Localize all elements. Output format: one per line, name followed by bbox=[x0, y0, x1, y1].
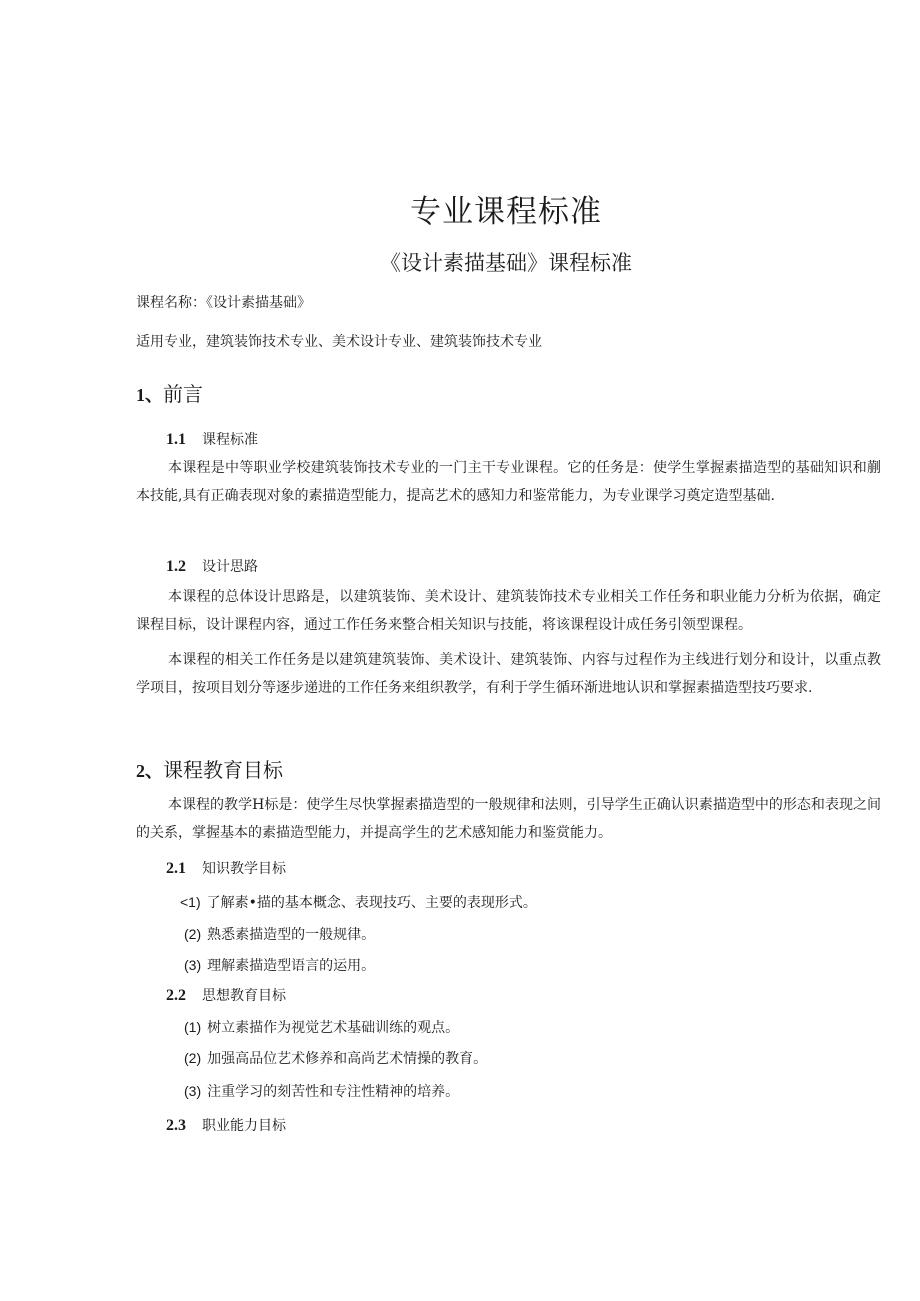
document-subtitle: 《设计素描基础》课程标准 bbox=[380, 251, 632, 275]
section-1-heading bbox=[136, 378, 203, 407]
section-1-1-paragraph: 本课程是中等职业学校建筑装饰技术专业的一门主干专业课程。它的任务是：使学生掌握素描造型的基础知识和蒯本技能,具有正确表现对象的素描造型能力，提高艺术的感知力和鉴常能力，为专业课学习奠定造型基础. bbox=[136, 460, 881, 504]
section-2-3-title: 职业能力目标 bbox=[202, 1118, 286, 1134]
section-2-2-heading bbox=[166, 985, 286, 1005]
list-item bbox=[184, 955, 375, 975]
section-2-3-heading bbox=[166, 1115, 286, 1135]
section-1-2-heading bbox=[166, 556, 258, 576]
course-name: 课程名称：《设计素描基础》 bbox=[136, 295, 311, 311]
list-item-index: (3) bbox=[184, 1083, 202, 1099]
section-1-2-paragraph-2: 本课程的相关工作任务是以建筑建筑装饰、美术设计、建筑装饰、内容与过程作为主线进行划分和设计，以重点教学项目，按项目划分等逐步递进的工作任务来组织教学，有利于学生循环渐进地认识和掌握素描造型技巧要求. bbox=[136, 652, 881, 696]
document-title: 专业课程标准 bbox=[410, 194, 602, 230]
section-1-number: 1、 bbox=[136, 385, 163, 405]
list-item-index: (1) bbox=[184, 1019, 202, 1035]
list-item bbox=[180, 892, 537, 912]
list-item-text: 理解素描造型语言的运用。 bbox=[207, 958, 376, 974]
section-1-1-title: 课程标准 bbox=[202, 432, 258, 448]
section-2-1-title: 知识教学目标 bbox=[202, 861, 286, 877]
list-item-text: 了解素•描的基本概念、表现技巧、主要的表现形式。 bbox=[206, 895, 537, 911]
section-2-heading bbox=[136, 754, 283, 783]
section-2-2-title: 思想教育目标 bbox=[202, 988, 286, 1004]
section-2-2-number: 2.2 bbox=[166, 987, 186, 1004]
section-2-title: 课程教育目标 bbox=[163, 758, 283, 782]
list-item bbox=[184, 924, 375, 944]
section-1-1-number: 1.1 bbox=[166, 431, 186, 448]
applicable-majors: 适用专业，建筑装饰技术专业、美术设计专业、建筑装饰技术专业 bbox=[136, 334, 542, 350]
list-item bbox=[184, 1017, 459, 1037]
section-1-title: 前言 bbox=[163, 382, 203, 406]
list-item-text: 熟悉素描造型的一般规律。 bbox=[207, 927, 376, 943]
list-item bbox=[184, 1048, 487, 1068]
list-item-index: (2) bbox=[184, 926, 202, 942]
list-item-index: <1) bbox=[180, 894, 201, 910]
list-item-index: (3) bbox=[184, 957, 202, 973]
section-1-2-number: 1.2 bbox=[166, 558, 186, 575]
section-1-2-title: 设计思路 bbox=[202, 559, 258, 575]
section-2-3-number: 2.3 bbox=[166, 1117, 186, 1134]
list-item-text: 树立素描作为视觉艺术基础训练的观点。 bbox=[207, 1020, 460, 1036]
list-item-text: 加强高品位艺术修养和高尚艺术情操的教育。 bbox=[207, 1051, 488, 1067]
section-2-1-heading bbox=[166, 858, 286, 878]
section-2-number: 2、 bbox=[136, 761, 163, 781]
section-1-1-heading bbox=[166, 429, 258, 449]
list-item bbox=[184, 1081, 459, 1101]
section-1-2-paragraph-1: 本课程的总体设计思路是，以建筑装饰、美术设计、建筑装饰技术专业相关工作任务和职业能力分析为依据，确定课程目标，设计课程内容，通过工作任务来整合相关知识与技能，将该课程设计成任务引领型课程。 bbox=[136, 589, 881, 633]
section-2-paragraph: 本课程的教学H标是：使学生尽快掌握素描造型的一般规律和法则，引导学生正确认识素描造型中的形态和表现之间的关系，掌握基本的素描造型能力，并提高学生的艺术感知能力和鉴赏能力。 bbox=[136, 797, 881, 841]
list-item-index: (2) bbox=[184, 1050, 202, 1066]
list-item-text: 注重学习的刻苦性和专注性精神的培养。 bbox=[207, 1084, 460, 1100]
section-2-1-number: 2.1 bbox=[166, 860, 186, 877]
